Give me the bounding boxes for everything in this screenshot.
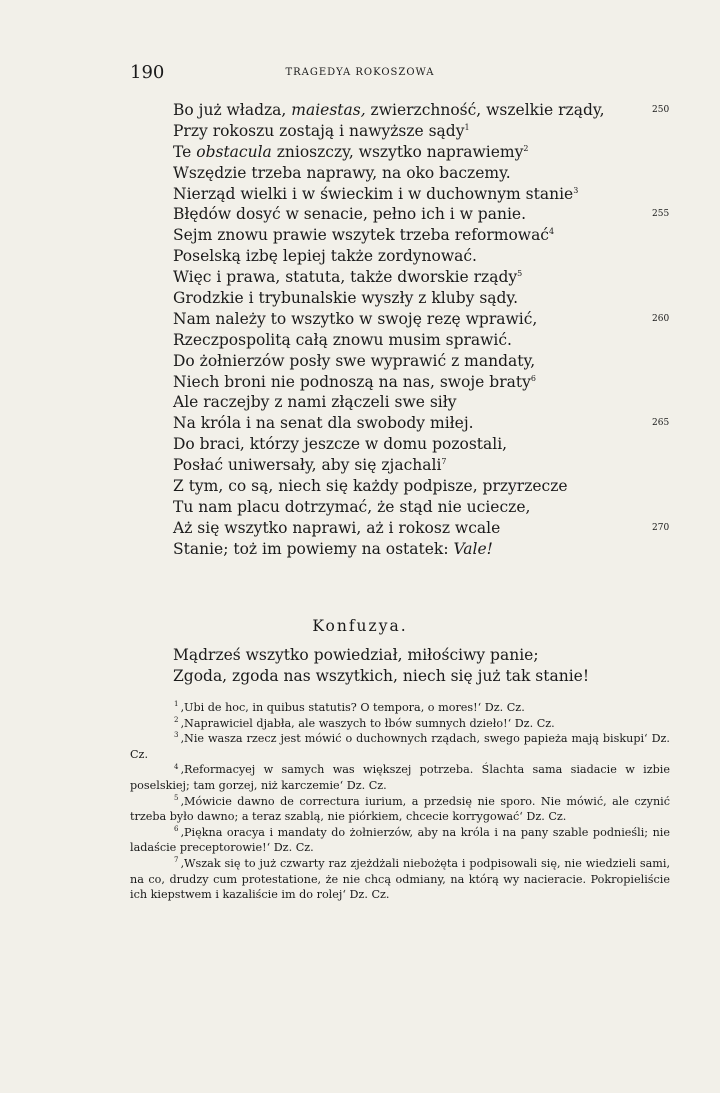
footnote	[130, 731, 670, 762]
verse-line	[173, 497, 648, 518]
footnote-number: 2	[174, 715, 179, 724]
footnote	[130, 794, 670, 825]
footnote-number: 6	[174, 825, 179, 834]
verse-text	[173, 455, 447, 476]
verse-text	[173, 121, 470, 142]
verse-text-part: Na króla i na senat dla swobody miłej.	[173, 414, 474, 433]
verse-text	[173, 413, 474, 434]
page-number: 190	[130, 62, 165, 83]
verse-line	[173, 246, 648, 267]
footnote	[130, 762, 670, 793]
verse-italic-word: obstacula	[196, 142, 272, 161]
footnote-text: ‚Ubi de hoc, in quibus statutis? O tempora, o mores!‘ Dz. Cz.	[180, 701, 525, 714]
verse-text: Zgoda, zgoda nas wszytkich, niech się już tak stanie!	[173, 666, 590, 685]
speaker-name: Konfuzya.	[312, 617, 408, 635]
verse-text-part: Do żołnierzów posły swe wyprawić z mandaty,	[173, 351, 536, 370]
verse-text-part: Nam należy to wszytko w swoję rezę wprawić,	[173, 309, 538, 328]
verse-text	[173, 163, 511, 184]
footnote-marker: 5	[517, 268, 523, 278]
footnote	[130, 700, 670, 716]
verse-text-part: Do braci, którzy jeszcze w domu pozostali,	[173, 435, 508, 454]
verse-line	[173, 288, 648, 309]
footnote-text: ‚Wszak się to już czwarty raz zjeżdżali niebożęta i podpisowali się, nie wiedzieli sami, na co, drudzy cum protestatione, że nie chcą odmiany, na którą wy nacieracie. Pokropieliście ich kiepstwem i kazaliście im do rolej‘ Dz. Cz.	[130, 856, 670, 902]
verse-text	[173, 539, 493, 560]
running-title: TRAGEDYA ROKOSZOWA	[285, 67, 435, 78]
verse-text	[173, 142, 528, 163]
verse-line	[173, 518, 670, 539]
line-number: 255	[652, 209, 670, 220]
verse-italic-word: Vale!	[453, 539, 493, 558]
verse-text-part: Nierząd wielki i w świeckim i w duchownym stanie	[173, 184, 574, 203]
verse-text-part: Więc i prawa, statuta, także dworskie rządy	[173, 268, 518, 287]
verse-line	[173, 392, 648, 413]
verse-text-part: Wszędzie trzeba naprawy, na oko baczemy.	[173, 163, 511, 182]
verse-line	[173, 372, 648, 393]
verse-text	[173, 434, 507, 455]
footnote-number: 1	[174, 700, 179, 709]
verse-italic-word: maiestas,	[291, 101, 366, 119]
verse-text	[173, 288, 518, 309]
verse-line	[173, 184, 648, 205]
verse-text-part: Stanie; toż im powiemy na ostatek:	[173, 539, 454, 558]
page-header	[130, 62, 590, 84]
verse-text	[173, 497, 530, 518]
verse-text	[173, 392, 457, 413]
footnote-marker: 2	[523, 143, 529, 153]
verse-text	[173, 330, 512, 351]
footnote-text: ‚Nie wasza rzecz jest mówić o duchownych rządach, swego papieża mają biskupi‘ Dz. Cz.	[130, 732, 670, 761]
footnote-number: 7	[174, 856, 179, 865]
verse-line	[173, 434, 648, 455]
verse-line	[173, 309, 670, 330]
verse-text-part: Przy rokoszu zostają i nawyższe sądy	[173, 121, 465, 140]
verse-line	[173, 455, 648, 476]
verse-text-part: Poselską izbę lepiej także zordynować.	[173, 247, 477, 266]
verse-text-part: Z tym, co są, niech się każdy podpisze, przyrzecze	[173, 477, 568, 496]
footnote-marker: 4	[549, 227, 555, 237]
verse-text	[173, 100, 605, 121]
footnote-number: 3	[174, 731, 179, 740]
verse-line	[173, 351, 648, 372]
verse-block	[173, 100, 670, 560]
verse-text	[173, 225, 554, 246]
verse-text-part: Niech broni nie podnoszą na nas, swoje braty	[173, 372, 531, 391]
verse-text-part: Ale raczejby z nami złączeli swe siły	[173, 393, 457, 412]
verse-block-2	[173, 645, 648, 687]
verse-line	[173, 645, 648, 666]
footnote-marker: 1	[464, 122, 470, 132]
footnote	[130, 716, 670, 732]
verse-line	[173, 539, 648, 560]
verse-text-part: Tu nam placu dotrzymać, że stąd nie uciecze,	[173, 497, 531, 516]
verse-text: Mądrześ wszytko powiedział, miłościwy panie;	[173, 646, 539, 664]
verse-line	[173, 204, 670, 225]
verse-line	[173, 142, 648, 163]
verse-text-part: Grodzkie i trybunalskie wyszły z kluby sądy.	[173, 289, 519, 308]
footnote-marker: 3	[573, 185, 579, 195]
line-number: 250	[652, 105, 670, 115]
verse-text	[173, 204, 526, 225]
verse-line	[173, 330, 648, 351]
footnotes	[130, 700, 670, 903]
verse-line	[173, 267, 648, 288]
verse-text-part: Aż się wszytko naprawi, aż i rokosz wcale	[173, 518, 501, 537]
verse-text-part: zwierzchność, wszelkie rządy,	[365, 101, 605, 119]
verse-text	[173, 246, 477, 267]
verse-text	[173, 351, 535, 372]
verse-text	[173, 184, 578, 205]
verse-text	[173, 518, 500, 539]
line-number: 265	[652, 418, 670, 429]
verse-text-part: znioszczy, wszytko naprawiemy	[271, 142, 524, 161]
verse-text-part: Bo już władza,	[173, 101, 292, 119]
footnote-text: ‚Reformacyej w samych was większej potrzeba. Ślachta sama siadacie w izbie poselskiej; tam gorzej, niż karczemie‘ Dz. Cz.	[130, 763, 670, 792]
verse-text-part: Posłać uniwersały, aby się zjachali	[173, 456, 442, 475]
line-number: 270	[652, 522, 670, 533]
verse-text-part: Sejm znowu prawie wszytek trzeba reformować	[173, 226, 549, 245]
footnote	[130, 825, 670, 856]
verse-text-part: Błędów dosyć w senacie, pełno ich i w panie.	[173, 205, 527, 224]
verse-line	[173, 121, 648, 142]
verse-text	[173, 267, 522, 288]
footnote-text: ‚Piękna oracya i mandaty do żołnierzów, aby na króla i na pany szable podnieśli; nie ladaście preceptorowie!‘ Dz. Cz.	[130, 825, 670, 855]
verse-line	[173, 163, 648, 184]
footnote-text: ‚Mówicie dawno de correctura iurium, a przedsię nie sporo. Nie mówić, ale czynić trzeba było dawno; a teraz szablą, nie piórkiem, chcecie korrygować‘ Dz. Cz.	[130, 794, 670, 824]
verse-text-part: Te	[173, 142, 197, 161]
footnote	[130, 856, 670, 903]
verse-line	[173, 100, 670, 121]
footnote-text: ‚Naprawiciel djabła, ale waszych to łbów sumnych dzieło!‘ Dz. Cz.	[180, 716, 555, 730]
footnote-number: 4	[174, 762, 179, 771]
verse-line	[173, 666, 648, 687]
verse-line	[173, 225, 648, 246]
verse-line	[173, 476, 648, 497]
verse-text-part: Rzeczpospolitą całą znowu musim sprawić.	[173, 330, 512, 349]
verse-text	[173, 309, 537, 330]
verse-line	[173, 413, 670, 434]
footnote-number: 5	[174, 793, 179, 802]
line-number: 260	[652, 313, 670, 324]
footnote-marker: 7	[441, 456, 447, 466]
footnote-marker: 6	[530, 373, 536, 383]
verse-text	[173, 476, 568, 497]
verse-text	[173, 372, 536, 393]
